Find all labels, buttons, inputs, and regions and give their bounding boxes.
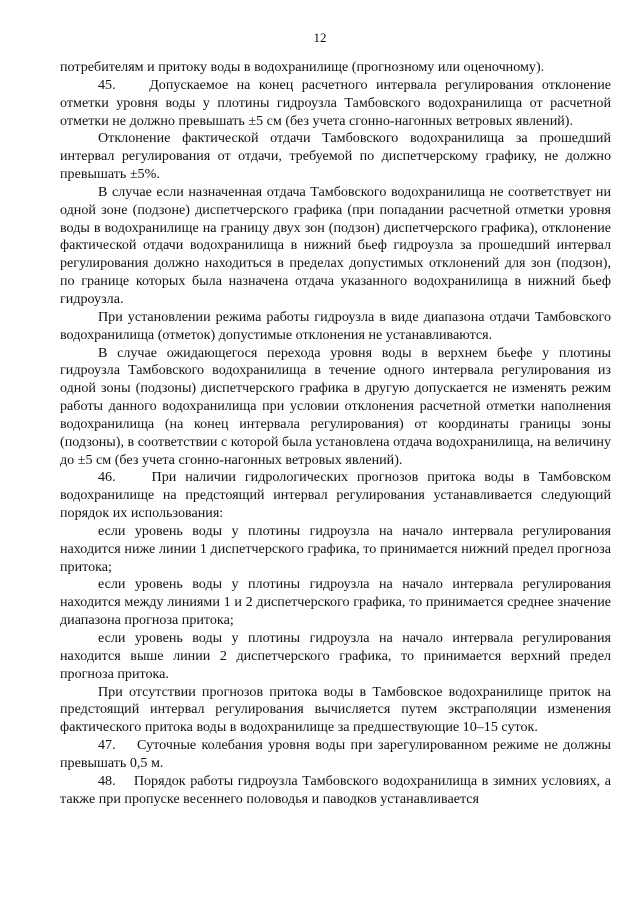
paragraph-zone-transition: В случае ожидающегося перехода уровня воды в верхнем бьефе у плотины гидроузла Тамбовского водохранилища в течение одного интервала регулирования из одной зоны (подзоны) диспетчерского графика в другую допускается не изменять режим работы данного водохранилища при условии отклонения расчетной отметки наполнения водохранилища (на конец интервала регулирования) от координаты границы зоны (подзоны), в соответствии с которой была установлена отдача водохранилища, на величину до ±5 см (без учета сгонно-нагонных ветровых явлений). (60, 344, 611, 468)
paragraph-zone-mismatch: В случае если назначенная отдача Тамбовского водохранилища не соответствует ни одной зоне (подзоне) диспетчерского графика (при попадании расчетной отметки уровня воды в водохранилище на границу двух зон (подзон) диспетчерского графика), отклонение фактической отдачи водохранилища в нижний бьеф гидроузла за прошедший интервал регулирования должно находиться в пределах допустимых отклонений для зон (подзон), по границе которых была назначена отдача указанного водохранилища в нижний бьеф гидроузла. (60, 183, 611, 307)
paragraph-item-47: 47. Суточные колебания уровня воды при зарегулированном режиме не должны превышать 0,5 м. (60, 737, 611, 771)
document-body (60, 59, 611, 808)
paragraph-output-deviation: Отклонение фактической отдачи Тамбовского водохранилища за прошедший интервал регулирования от отдачи, требуемой по диспетчерскому графику, не должно превышать ±5%. (60, 130, 611, 183)
paragraph-between-lines: если уровень воды у плотины гидроузла на начало интервала регулирования находится между линиями 1 и 2 диспетчерского графика, то принимается среднее значение диапазона прогноза притока; (60, 576, 611, 629)
paragraph-item-45: 45. Допускаемое на конец расчетного интервала регулирования отклонение отметки уровня воды у плотины гидроузла Тамбовского водохранилища от расчетной отметки не должно превышать ±5 см (без учета сгонно-нагонных ветровых явлений). (60, 76, 611, 129)
paragraph-below-line-1: если уровень воды у плотины гидроузла на начало интервала регулирования находится ниже линии 1 диспетчерского графика, то принимается нижний предел прогноза притока; (60, 522, 611, 575)
paragraph-item-46: 46. При наличии гидрологических прогнозов притока воды в Тамбовском водохранилище на предстоящий интервал регулирования устанавливается следующий порядок их использования: (60, 469, 611, 522)
paragraph-continuation: потребителям и притоку воды в водохранилище (прогнозному или оценочному). (60, 59, 545, 75)
paragraph-range-mode: При установлении режима работы гидроузла в виде диапазона отдачи Тамбовского водохранилища (отметок) допустимые отклонения не устанавливаются. (60, 308, 611, 343)
paragraph-no-forecast: При отсутствии прогнозов притока воды в Тамбовское водохранилище приток на предстоящий интервал регулирования вычисляется путем экстраполяции изменения фактического притока воды в водохранилище за предшествующие 10–15 суток. (60, 683, 611, 736)
paragraph-above-line-2: если уровень воды у плотины гидроузла на начало интервала регулирования находится выше линии 2 диспетчерского графика, то принимается верхний предел прогноза притока. (60, 630, 611, 682)
page-number: 12 (313, 30, 327, 45)
paragraph-item-48: 48. Порядок работы гидроузла Тамбовского водохранилища в зимних условиях, а также при пропуске весеннего половодья и паводков устанавливается (60, 772, 611, 807)
